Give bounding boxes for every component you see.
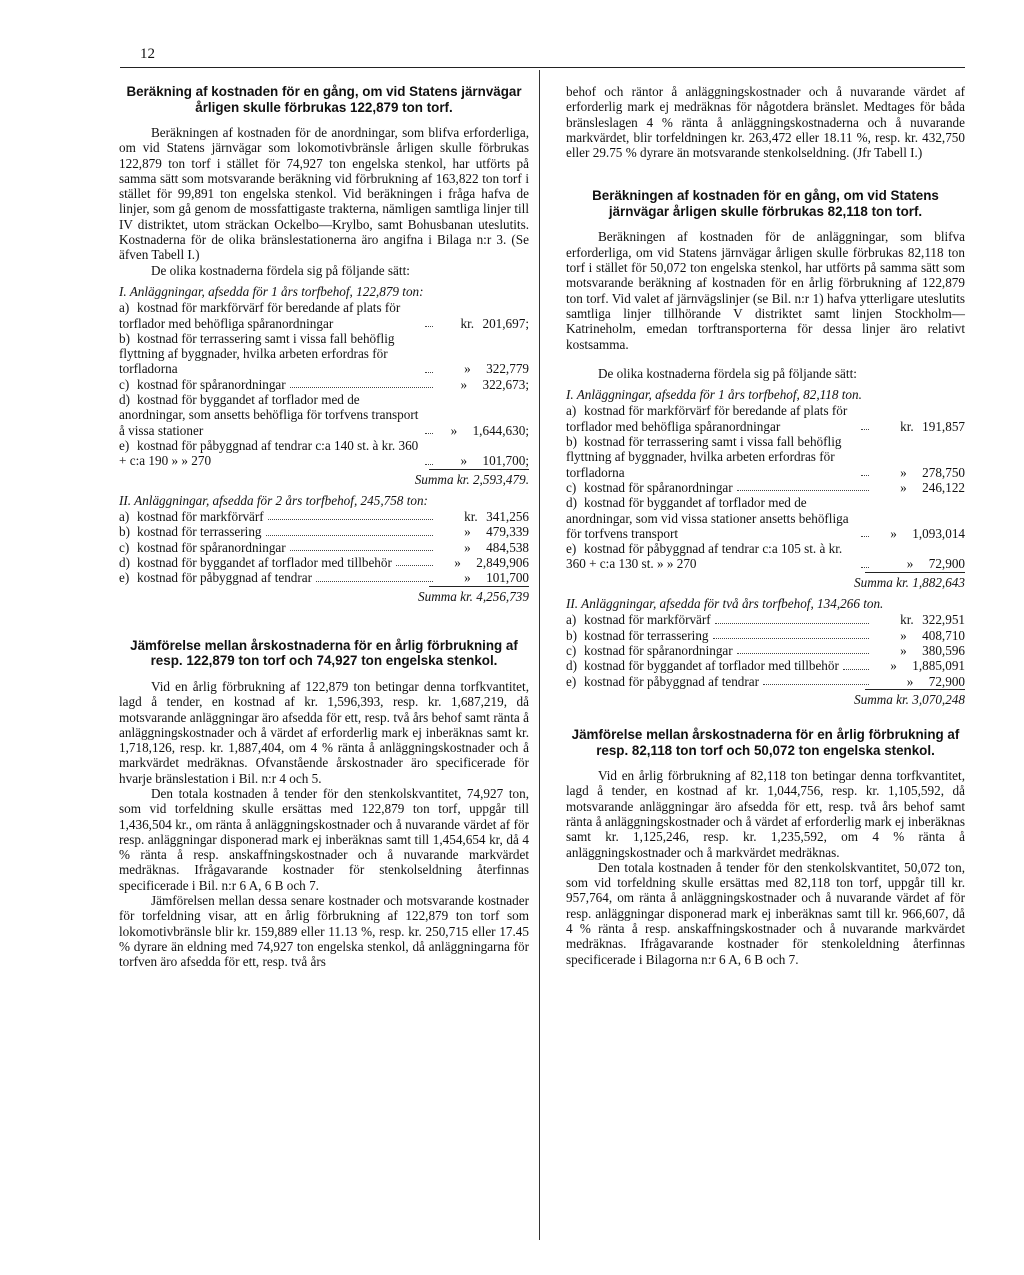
list-item: e) kostnad för påbyggnad af tendrar c:a 140 st. à kr. 360 + c:a 190 » » 270 » 101,700; xyxy=(119,437,529,469)
list-item: d) kostnad för byggandet af torflador med tillbehör » 1,885,091 xyxy=(566,658,965,674)
list-item: d) kostnad för byggandet af torflador med de anordningar, som vid vissa stationer ansetts behöfliga för torfvens transport » 1,093,014 xyxy=(566,495,965,541)
list-item: d) kostnad för byggandet af torflador med tillbehör » 2,849,906 xyxy=(119,555,529,571)
right-paragraph-4: Den totala kostnaden å tender för den stenkolskvantitet, 50,072 ton, som vid torfeldning skulle ersättas med 82,118 ton torf, uppgår till kr. 957,764, om ränta å anläggningskostnader och å nuvarande värdet af för resp. anläggningar disponerad mark ej inberäknas samt till kr. 966,607, då 4 % ränta å resp. anskaffningskostnader och å nuvarande markvärdet medräknas. Ifrågavarande kostnader för stenkoleldning återfinnas specificerade i Bilagorna n:r 6 A, 6 B och 7. xyxy=(566,859,965,967)
list-item: c) kostnad för spåranordningar » 380,596 xyxy=(566,642,965,658)
left-paragraph-3: Vid en årlig förbrukning af 122,879 ton betingar denna torfkvantitet, lagd å tender, en kostnad af kr. 1,596,393, resp. kr. 1,687,219, då motsvarande anläggningar äro afsedda för ett, resp. två års behof samt ränta å anläggningskostnader och å värdet af erforderlig mark ej inberäknas samt kr. 1,718,126, resp. kr. 1,887,404, om 4 % ränta å anläggningskostnader och å markvärdet medräknas. Ofvanstående årskostnader äro specificerade för hvarje bränslestation i Bil. n:r 4 och 5. xyxy=(119,678,529,786)
list-item: c) kostnad för spåranordningar » 246,122 xyxy=(566,479,965,495)
left-paragraph-4: Den totala kostnaden å tender för den stenkolskvantitet, 74,927 ton, som vid torfeldning skulle ersättas med 122,879 ton torf, uppgår till 1,436,504 kr., om ränta å anläggningskostnader och å nuvarande värdet af för resp. anläggningar disponerad mark ej inberäknas samt till 1,454,654 kr, då 4 % ränta å resp. anskaffningskostnader och å nuvarande markvärdet medräknas. Ifrågavarande kostnader för stenkolseldning återfinnas specificerade i Bil. n:r 6 A, 6 B och 7. xyxy=(119,785,529,893)
left-section-1-list xyxy=(119,300,529,468)
right-heading-1: Beräkningen af kostnaden för en gång, om vid Statens järnvägar årligen skulle förbrukas 82,118 ton torf. xyxy=(592,188,939,219)
list-item: e) kostnad för påbyggnad af tendrar » 72,900 xyxy=(566,673,965,689)
left-paragraph-2: De olika kostnaderna fördela sig på följande sätt: xyxy=(151,262,410,278)
list-item: b) kostnad för terrassering samt i vissa fall behöflig flyttning af byggnader, hvilka arbeten erfordras för torfladorna » 322,779 xyxy=(119,330,529,377)
right-paragraph-2: De olika kostnaderna fördela sig på följande sätt: xyxy=(598,365,857,381)
column-divider xyxy=(539,70,540,1240)
sum-rule xyxy=(429,586,529,587)
right-paragraph-3: Vid en årlig förbrukning af 82,118 ton betingar denna torfkvantitet, lagd å tender, en kostnad af kr. 1,044,756, resp. kr. 1,105,592, då motsvarande anläggningar äro afsedda för ett, resp. två års behof samt ränta å anläggningskostnader och å värdet af erforderlig mark ej inberäknas samt kr. 1,125,246, resp. kr. 1,235,592, om 4 % ränta å anläggningskostnader och å markvärdet medräknas. xyxy=(566,768,965,860)
list-item: d) kostnad för byggandet af torflador med de anordningar, som ansetts behöfliga för torfvens transport å vissa stationer » 1,644,630; xyxy=(119,392,529,438)
list-item: c) kostnad för spåranordningar » 484,538 xyxy=(119,539,529,555)
left-heading-2: Jämförelse mellan årskostnaderna för en årlig förbrukning af resp. 122,879 ton torf och 74,927 ton engelska stenkol. xyxy=(130,637,518,669)
left-section-2-title: II. Anläggningar, afsedda för 2 års torfbehof, 245,758 ton: xyxy=(119,492,428,508)
left-section-2-sum: Summa kr. 4,256,739 xyxy=(418,588,529,604)
list-item: b) kostnad för terrassering samt i vissa fall behöflig flyttning af byggnader, hvilka arbeten erfordras för torfladorna » 278,750 xyxy=(566,434,965,480)
left-section-2-list xyxy=(119,509,529,585)
page-number: 12 xyxy=(140,46,155,62)
right-paragraph-0: behof och räntor å anläggningskostnader och å nuvarande värdet af erforderlig mark ej medräknas för någotdera bränslet. Medtages för båda bränsleslagen 4 % ränta å anläggningskostnaderna och å nuvarande markvärdet, blir torfeldningen kr. 263,472 eller 18.11 %, resp. kr. 432,750 eller 29.75 % dyrare än motsvarande stenkolseldning. (Jfr Tabell I.) xyxy=(566,84,965,161)
right-column xyxy=(566,84,965,967)
list-item: c) kostnad för spåranordningar » 322,673; xyxy=(119,376,529,392)
list-item: b) kostnad för terrassering » 479,339 xyxy=(119,524,529,540)
list-item: a) kostnad för markförvärf för beredande af plats för torflador med behöfliga spåranordningar kr. 191,857 xyxy=(566,403,965,434)
sum-rule xyxy=(865,572,965,573)
right-section-2-sum: Summa kr. 3,070,248 xyxy=(854,691,965,707)
right-paragraph-1: Beräkningen af kostnaden för de anläggningar, som blifva erforderliga, om vid Statens järnvägar årligen skulle förbrukas 82,118 ton torf i stället för 50,072 ton engelska stenkol, har utförts på samma sätt som motsvarande beräkning af kostnaden för en årlig förbrukning af 122,879 ton torf. Vid valet af järnvägslinjer (se Bil. n:r 1) hafva ytterligare uteslutits samtliga linjer tillhörande V distriktet samt linjen Stockholm—Katrineholm, emedan torftransporterna för dessa linjer äro relativt kostsamma. xyxy=(566,229,965,352)
list-item: b) kostnad för terrassering » 408,710 xyxy=(566,627,965,643)
right-section-1-sum: Summa kr. 1,882,643 xyxy=(854,574,965,590)
list-item: e) kostnad för påbyggnad af tendrar c:a 105 st. à kr. 360 + c:a 130 st. » » 270 » 72,900 xyxy=(566,541,965,572)
left-section-1-title: I. Anläggningar, afsedda för 1 års torfbehof, 122,879 ton: xyxy=(119,283,424,299)
right-section-2-list xyxy=(566,612,965,688)
left-column xyxy=(119,84,529,970)
list-item: a) kostnad för markförvärf för beredande af plats för torflador med behöfliga spåranordningar kr. 201,697; xyxy=(119,300,529,331)
list-item: e) kostnad för påbyggnad af tendrar » 101,700 xyxy=(119,570,529,586)
right-section-1-list xyxy=(566,403,965,571)
sum-rule xyxy=(429,469,529,470)
top-rule xyxy=(120,67,965,68)
left-section-1-sum: Summa kr. 2,593,479. xyxy=(414,471,529,487)
left-paragraph-5: Jämförelsen mellan dessa senare kostnader och motsvarande kostnader för torfeldning visar, att en årlig förbrukning af 122,879 ton torf som lokomotivbränsle blir kr. 159,889 eller 11.13 %, resp. kr. 250,715 eller 17.45 % dyrare än eldning med 74,927 ton engelska stenkol, då anläggningarna för torfven äro afsedda för ett, resp. två års xyxy=(119,893,529,970)
right-section-2-title: II. Anläggningar, afsedda för två års torfbehof, 134,266 ton. xyxy=(566,596,884,612)
left-heading-1: Beräkning af kostnaden för en gång, om vid Statens järnvägar årligen skulle förbrukas 122,879 ton torf. xyxy=(126,84,522,115)
sum-rule xyxy=(865,689,965,690)
right-heading-2: Jämförelse mellan årskostnaderna för en årlig förbrukning af resp. 82,118 ton torf och 50,072 ton engelska stenkol. xyxy=(571,727,960,758)
list-item: a) kostnad för markförvärf kr. 341,256 xyxy=(119,509,529,525)
list-item: a) kostnad för markförvärf kr. 322,951 xyxy=(566,612,965,628)
right-section-1-title: I. Anläggningar, afsedda för 1 års torfbehof, 82,118 ton. xyxy=(566,387,862,403)
left-paragraph-1: Beräkningen af kostnaden för de anordningar, som blifva erforderliga, om vid Statens järnvägar som lokomotivbränsle årligen skulle förbrukas 122,879 ton torf i stället för 74,927 ton engelska stenkol, har utförts på samma sätt som motsvarande beräkning vid förbrukning af 163,822 ton torf i stället för 99,891 ton engelska stenkol. Vid beräkningen i fråga hafva de linjer, som gå genom de mossfattigaste trakterna, nämligen samtliga linjer till IV distriktet, utom sträckan Ockelbo—Krylbo, samt Bohusbanan uteslutits. Kostnaderna för de olika bränslestationerna äro angifna i Bilaga n:r 3. (Se äfven Tabell I.) xyxy=(119,125,529,263)
